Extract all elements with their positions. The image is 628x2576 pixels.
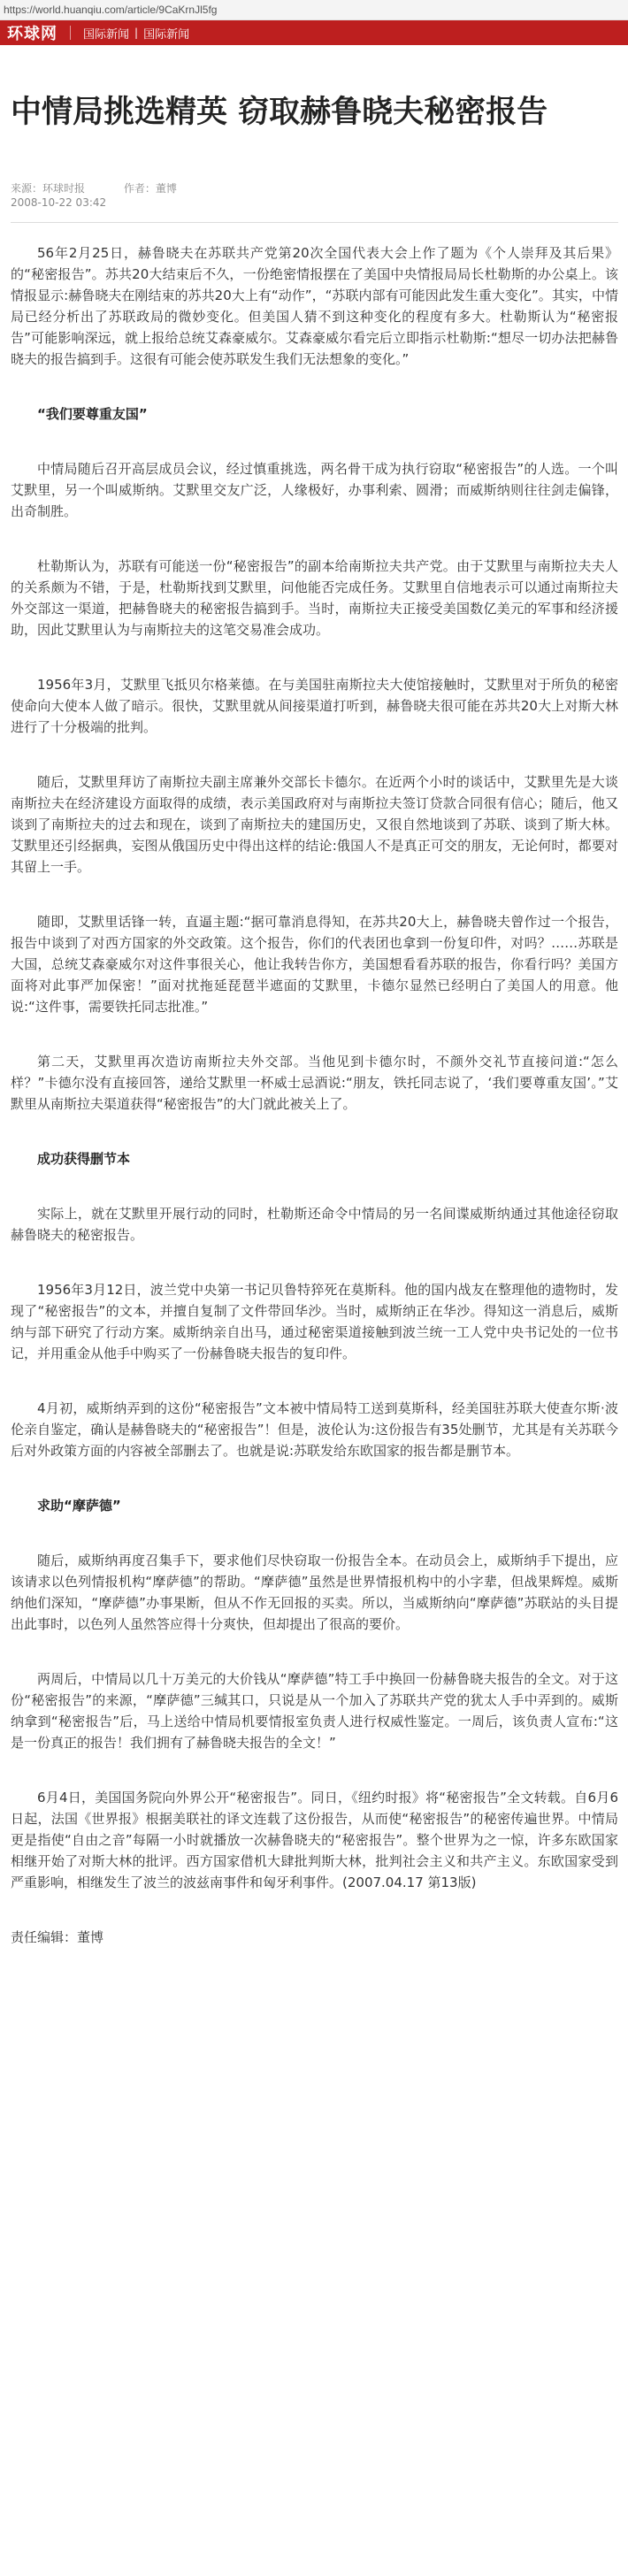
article-source: 来源：环球时报 [11,182,86,195]
breadcrumb-separator: | [134,27,139,39]
site-logo[interactable]: 环球网 [7,25,57,43]
article-paragraph: 实际上，就在艾默里开展行动的同时，杜勒斯还命令中情局的另一名间谍威斯纳通过其他途径窃取赫鲁晓夫的秘密报告。 [11,1206,618,1243]
article-meta [11,181,618,196]
article-paragraph: 6月4日，美国国务院向外界公开“秘密报告”。同日，《纽约时报》将“秘密报告”全文转载。自6月6日起，法国《世界报》根据美联社的译文连载了这份报告，从而使“秘密报告”的秘密传遍世界。中情局更是指使“自由之音”每隔一小时就播放一次赫鲁晓夫的“秘密报告”。整个世界为之一惊，许多东欧国家相继开始了对斯大林的批评。西方国家借机大肆批判斯大林，批判社会主义和共产主义。东欧国家受到严重影响，相继发生了波兰的波兹南事件和匈牙利事件。(2007.04.17 第13版) [11,1790,618,1890]
article-paragraph: 两周后，中情局以几十万美元的大价钱从“摩萨德”特工手中换回一份赫鲁晓夫报告的全文。对于这份“秘密报告”的来源，“摩萨德”三缄其口，只说是从一个加入了苏联共产党的犹太人手中弄到的。威斯纳拿到“秘密报告”后，马上送给中情局机要情报室负责人进行权威性鉴定。一周后，该负责人宣布:“这是一份真正的报告！我们拥有了赫鲁晓夫报告的全文！” [11,1671,618,1751]
section-heading: 成功获得删节本 [37,1151,131,1167]
article-paragraph: 4月初，威斯纳弄到的这份“秘密报告”文本被中情局特工送到莫斯科，经美国驻苏联大使查尔斯·波伦亲自鉴定，确认是赫鲁晓夫的“秘密报告”！但是，波伦认为:这份报告有35处删节，尤其是有关苏联今后对外政策方面的内容被全部删去了。也就是说:苏联发给东欧国家的报告都是删节本。 [11,1400,618,1459]
article-paragraph: 1956年3月，艾默里飞抵贝尔格莱德。在与美国驻南斯拉夫大使馆接触时，艾默里对于所负的秘密使命向大使本人做了暗示。很快，艾默里就从间接渠道打听到，赫鲁晓夫很可能在苏共20大上对斯大林进行了十分极端的批判。 [11,677,618,735]
article-paragraph: 随后，艾默里拜访了南斯拉夫副主席兼外交部长卡德尔。在近两个小时的谈话中，艾默里先是大谈南斯拉夫在经济建设方面取得的成绩，表示美国政府对与南斯拉夫签订贷款合同很有信心；随后，他又谈到了南斯拉夫的过去和现在，谈到了南斯拉夫的建国历史，又很自然地谈到了苏联、谈到了斯大林。艾默里还引经据典，妄图从俄国历史中得出这样的结论:俄国人不是真正可交的朋友，无论何时，都要对其留上一手。 [11,774,618,875]
section-heading: “我们要尊重友国” [37,406,148,422]
article-paragraph: 56年2月25日，赫鲁晓夫在苏联共产党第20次全国代表大会上作了题为《个人崇拜及其后果》的“秘密报告”。苏共20大结束后不久，一份绝密情报摆在了美国中央情报局局长杜勒斯的办公桌上。该情报显示:赫鲁晓夫在刚结束的苏共20大上有“动作”，“苏联内部有可能因此发生重大变化”。其实，中情局已经分析出了苏联政局的微妙变化。但美国人猜不到这种变化的程度有多大。杜勒斯认为“秘密报告”可能影响深远，就上报给总统艾森豪威尔。艾森豪威尔看完后立即指示杜勒斯:“想尽一切办法把赫鲁晓夫的报告搞到手。这很有可能会使苏联发生我们无法想象的变化。” [11,245,618,367]
article-body [11,242,618,1893]
breadcrumb-channel[interactable]: 国际新闻 [83,27,130,42]
site-header [0,20,628,45]
header-divider [70,26,71,40]
article [0,93,628,1948]
article-paragraph: 中情局随后召开高层成员会议，经过慎重挑选，两名骨干成为执行窃取“秘密报告”的人选。一个叫艾默里，另一个叫威斯纳。艾默里交友广泛，人缘极好，办事利索、圆滑；而威斯纳则往往剑走偏锋，出奇制胜。 [11,461,618,519]
breadcrumb-section[interactable]: 国际新闻 [143,27,190,42]
article-paragraph: 第二天，艾默里再次造访南斯拉夫外交部。当他见到卡德尔时，不颜外交礼节直接问道:“怎么样？”卡德尔没有直接回答，递给艾默里一杯威士忌酒说:“朋友，铁托同志说了，‘我们要尊重友国’。”艾默里从南斯拉夫渠道获得“秘密报告”的大门就此被关上了。 [11,1054,618,1112]
meta-divider [11,222,618,223]
article-paragraph: 随即，艾默里话锋一转，直逼主题:“据可靠消息得知，在苏共20大上，赫鲁晓夫曾作过一个报告，报告中谈到了对西方国家的外交政策。这个报告，你们的代表团也拿到一份复印件，对吗？……苏联是大国，总统艾森豪威尔对这件事很关心，他让我转告你方，美国想看看苏联的报告，你看行吗？美国方面将对此事严加保密！”面对扰拖延琵琶半遮面的艾默里，卡德尔显然已经明白了美国人的用意。他说:“这件事，需要铁托同志批准。” [11,914,618,1015]
article-author: 作者：董博 [123,182,177,195]
section-heading: 求助“摩萨德” [37,1498,121,1514]
article-paragraph: 随后，威斯纳再度召集手下，要求他们尽快窃取一份报告全本。在动员会上，威斯纳手下提出，应该请求以色列情报机构“摩萨德”的帮助。“摩萨德”虽然是世界情报机构中的小字辈，但战果辉煌。威斯纳他们深知，“摩萨德”办事果断，但从不作无回报的买卖。所以，当威斯纳向“摩萨德”苏联站的头目提出此事时，以色列人虽然答应得十分爽快，但却提出了很高的要价。 [11,1552,618,1632]
article-paragraph: 杜勒斯认为，苏联有可能送一份“秘密报告”的副本给南斯拉夫共产党。由于艾默里与南斯拉夫夫人的关系颇为不错，于是，杜勒斯找到艾默里，问他能否完成任务。艾默里自信地表示可以通过南斯拉夫外交部这一渠道，把赫鲁晓夫的秘密报告搞到手。当时，南斯拉夫正接受美国数亿美元的军事和经济援助，因此艾默里认为与南斯拉夫的这笔交易准会成功。 [11,558,618,638]
article-editor: 责任编辑：董博 [11,1929,104,1945]
url-text: https://world.huanqiu.com/article/9CaKrnJl5fg [4,4,218,16]
address-bar[interactable] [0,0,628,20]
article-date: 2008-10-22 03:42 [11,196,107,209]
article-paragraph: 1956年3月12日，波兰党中央第一书记贝鲁特猝死在莫斯科。他的国内战友在整理他的遗物时，发现了“秘密报告”的文本，并擅自复制了文件带回华沙。当时，威斯纳正在华沙。得知这一消息后，威斯纳与部下研究了行动方案。威斯纳亲自出马，通过秘密渠道接触到波兰统一工人党中央书记处的一位书记，并用重金从他手中购买了一份赫鲁晓夫报告的复印件。 [11,1282,618,1361]
article-title: 中情局挑选精英 窃取赫鲁晓夫秘密报告 [11,95,548,130]
